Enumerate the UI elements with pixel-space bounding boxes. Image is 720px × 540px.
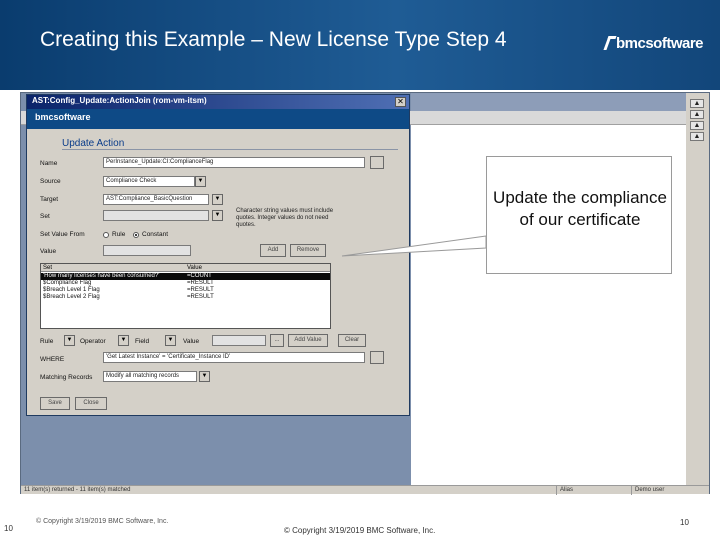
bmc-logo-icon [603,36,616,50]
set-value-from-label: Set Value From [40,231,85,238]
dialog-title: AST:Config_Update:ActionJoin (rom-vm-itsm) [32,96,207,105]
side-scroll-button[interactable]: ▲ [690,121,704,130]
constant-radio-label: Constant [142,231,169,238]
set-value-list[interactable] [40,263,331,329]
where-field[interactable]: 'Get Latest Instance' = 'Certificate_Instance ID' [103,352,365,363]
list-item-value: =RESULT [187,287,214,293]
list-item[interactable] [41,294,330,301]
rule-radio[interactable] [103,232,109,238]
chevron-down-icon[interactable]: ▼ [64,335,75,346]
chevron-down-icon[interactable]: ▼ [195,176,206,187]
builder-value-field[interactable] [212,335,266,346]
callout-box [486,156,672,274]
list-item-value: =COUNT [187,273,212,279]
matching-records-label: Matching Records [40,374,93,381]
side-scroll-button[interactable]: ▲ [690,110,704,119]
list-item-value: =RESULT [187,294,214,300]
side-scroll-button[interactable]: ▲ [690,99,704,108]
list-item[interactable] [41,273,330,280]
list-header-set[interactable]: Set [43,265,53,271]
where-expand-button[interactable] [370,351,384,364]
set-field[interactable] [103,210,209,221]
app-title-strip [411,93,707,111]
where-label: WHERE [40,356,65,363]
add-value-button[interactable]: Add Value [288,334,328,347]
copyright-left: © Copyright 3/19/2019 BMC Software, Inc. [36,518,169,525]
page-number-left: 10 [4,524,13,533]
quotes-note: Character string values must include quotes. Integer values do not need quotes. [236,208,334,228]
dialog-titlebar [27,95,409,109]
list-item[interactable] [41,280,330,287]
constant-radio[interactable] [133,232,139,238]
section-title: Update Action [62,138,398,150]
status-user: Demo user [631,486,664,495]
bmc-logo [606,32,703,54]
list-item-value: =RESULT [187,280,214,286]
chevron-down-icon[interactable]: ▼ [212,210,223,221]
status-text: 11 item(s) returned - 11 item(s) matched [24,487,131,493]
name-lookup-button[interactable] [370,156,384,169]
name-label: Name [40,160,58,167]
close-icon[interactable]: ✕ [395,97,406,107]
list-item-set: $Compliance Flag [43,280,92,286]
list-header [41,264,330,272]
slide-title: Creating this Example – New License Type Step 4 [40,28,507,51]
add-button[interactable]: Add [260,244,286,257]
chevron-down-icon[interactable]: ▼ [212,194,223,205]
close-button[interactable]: Close [75,397,107,410]
side-scroll-button[interactable]: ▲ [690,132,704,141]
list-item-set: $Breach Level 2 Flag [43,294,100,300]
matching-records-select[interactable]: Modify all matching records [103,371,197,382]
field-label: Field [135,338,150,345]
builder-value-label: Value [183,338,200,345]
list-item[interactable] [41,287,330,294]
app-side-panel [686,93,709,485]
dialog-banner [27,109,409,129]
save-button[interactable]: Save [40,397,70,410]
status-bar [21,485,709,494]
chevron-down-icon[interactable]: ▼ [165,335,176,346]
set-label: Set [40,213,50,220]
chevron-down-icon[interactable]: ▼ [118,335,129,346]
ellipsis-button[interactable]: ... [270,334,284,347]
list-item-set: $Breach Level 1 Flag [43,287,100,293]
clear-button[interactable]: Clear [338,334,366,347]
copyright-center: © Copyright 3/19/2019 BMC Software, Inc. [284,526,436,535]
source-select[interactable]: Compliance Check [103,176,195,187]
slide-header [0,0,720,90]
value-field[interactable] [103,245,191,256]
callout-text: Update the compliance of our certificate [493,188,667,229]
list-header-value[interactable]: Value [187,265,202,271]
dialog-brand-logo: bmcsoftware [35,112,91,122]
status-alias: Alias [556,486,573,495]
name-field[interactable]: PerInstance_Update:CI:ComplianceFlag [103,157,365,168]
source-label: Source [40,178,61,185]
rule-radio-label: Rule [112,231,126,238]
page-number-right: 10 [680,518,689,527]
bmc-logo-text: bmcsoftware [616,34,704,52]
rule-label: Rule [40,338,54,345]
chevron-down-icon[interactable]: ▼ [199,371,210,382]
operator-label: Operator [80,338,106,345]
value-label: Value [40,248,57,255]
target-select[interactable]: AST:Compliance_BasicQuestion [103,194,209,205]
remove-button[interactable]: Remove [290,244,326,257]
target-label: Target [40,196,59,203]
list-item-set: 'How many licenses have been consumed?' [43,273,160,279]
